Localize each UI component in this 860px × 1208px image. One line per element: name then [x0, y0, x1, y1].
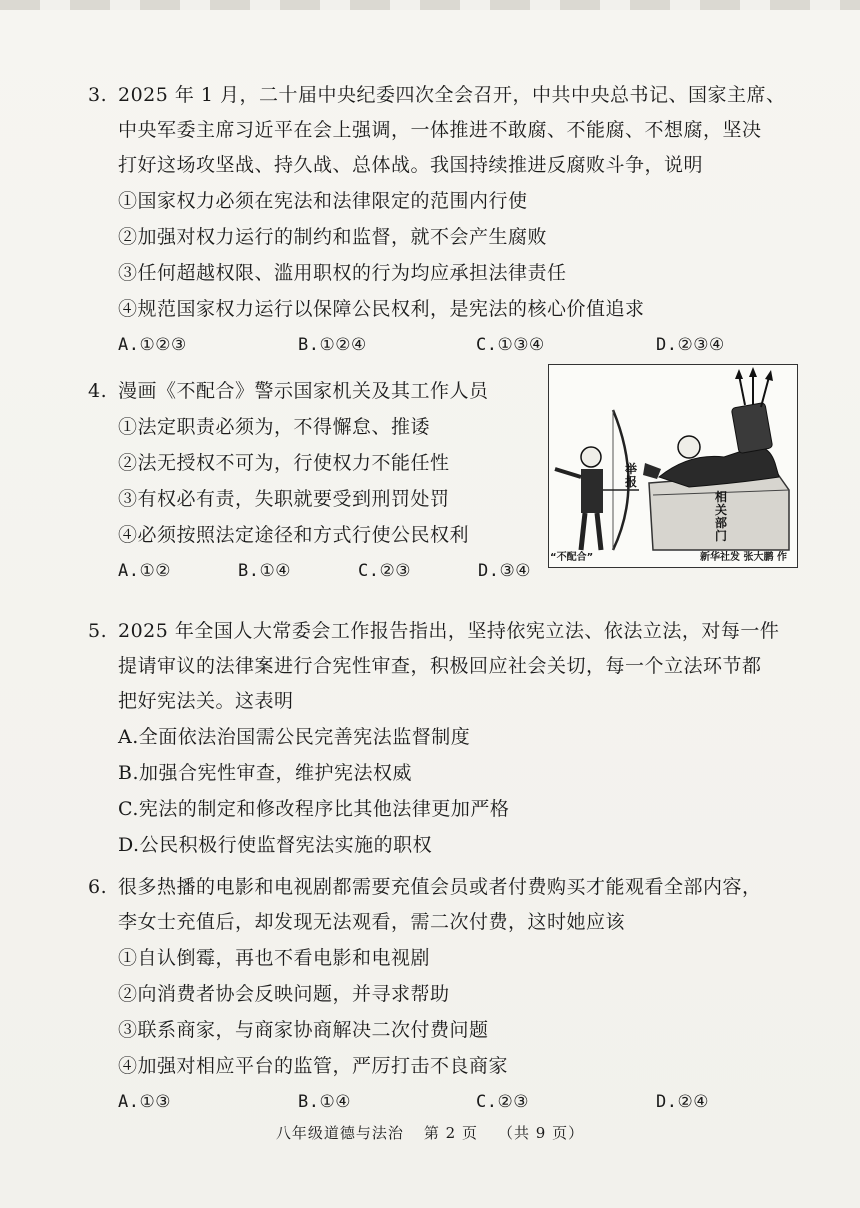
scan-edge — [0, 0, 860, 10]
choice-c[interactable]: C.宪法的制定和修改程序比其他法律更加严格 — [118, 798, 510, 820]
footer-total: （共 9 页） — [498, 1124, 585, 1142]
answer-choices — [118, 327, 808, 363]
choice-a[interactable]: A.①②③ — [118, 335, 187, 355]
choice-b[interactable]: B.①④ — [298, 1092, 351, 1112]
option-statement: ④加强对相应平台的监管，严厉打击不良商家 — [118, 1055, 509, 1077]
choice-b[interactable]: B.①②④ — [298, 335, 367, 355]
stem-line: 中央军委主席习近平在会上强调，一体推进不敢腐、不能腐、不想腐，坚决 — [118, 119, 762, 141]
choice-d[interactable]: D.②④ — [656, 1092, 709, 1112]
choice-b[interactable]: B.加强合宪性审查，维护宪法权威 — [118, 762, 413, 784]
option-statement: ④必须按照法定途径和方式行使公民权利 — [118, 524, 470, 546]
choice-d[interactable]: D.②③④ — [656, 335, 725, 355]
question-6 — [88, 870, 808, 1120]
stem-line: 2025 年 1 月，二十届中央纪委四次全会召开，中共中央总书记、国家主席、 — [118, 84, 786, 106]
footer-subject: 八年级道德与法治 — [275, 1124, 404, 1142]
option-statement: ①法定职责必须为，不得懈怠、推诿 — [118, 416, 431, 438]
stem-line: 漫画《不配合》警示国家机关及其工作人员 — [118, 380, 489, 402]
choice-b[interactable]: B.①④ — [238, 561, 291, 581]
answer-choices — [118, 553, 531, 589]
option-statement: ②法无授权不可为，行使权力不能任性 — [118, 452, 450, 474]
option-statement: ③任何超越权限、滥用职权的行为均应承担法律责任 — [118, 262, 567, 284]
option-statement: ①国家权力必须在宪法和法律限定的范围内行使 — [118, 190, 528, 212]
question-4 — [88, 374, 531, 589]
option-statement: ③联系商家，与商家协商解决二次付费问题 — [118, 1019, 489, 1041]
question-number: 6. — [88, 876, 108, 898]
cartoon-caption-title: “不配合” — [550, 552, 594, 563]
question-number: 3. — [88, 84, 108, 106]
stem-line: 提请审议的法律案进行合宪性审查，积极回应社会关切，每一个立法环节都 — [118, 655, 762, 677]
question-6-stem — [88, 870, 808, 940]
option-statement: ②向消费者协会反映问题，并寻求帮助 — [118, 983, 450, 1005]
stem-line: 打好这场攻坚战、持久战、总体战。我国持续推进反腐败斗争，说明 — [118, 154, 704, 176]
question-number: 5. — [88, 620, 108, 642]
option-statement: ③有权必有责，失职就要受到刑罚处罚 — [118, 488, 450, 510]
page-footer — [0, 1122, 860, 1143]
cartoon-label-report: 举报 — [625, 462, 638, 489]
question-3 — [88, 78, 808, 363]
option-statement: ②加强对权力运行的制约和监督，就不会产生腐败 — [118, 226, 548, 248]
choice-a[interactable]: A.①② — [118, 561, 171, 581]
question-number: 4. — [88, 380, 108, 402]
question-5 — [88, 614, 808, 863]
stem-line: 把好宪法关。这表明 — [118, 690, 294, 712]
question-4-stem — [88, 374, 528, 409]
footer-page: 第 2 页 — [423, 1124, 478, 1142]
cartoon-caption-credit: 新华社发 张大鹏 作 — [700, 552, 787, 563]
question-3-stem — [88, 78, 808, 183]
choice-c[interactable]: C.②③ — [476, 1092, 529, 1112]
question-5-stem — [88, 614, 808, 719]
choice-d[interactable]: D.公民积极行使监督宪法实施的职权 — [118, 834, 433, 856]
option-statement: ①自认倒霉，再也不看电影和电视剧 — [118, 947, 431, 969]
stem-line: 很多热播的电影和电视剧都需要充值会员或者付费购买才能观看全部内容， — [118, 876, 762, 898]
cartoon-image — [548, 364, 798, 568]
cartoon-drawing — [549, 365, 797, 567]
choice-a[interactable]: A.全面依法治国需公民完善宪法监督制度 — [118, 726, 471, 748]
choice-c[interactable]: C.②③ — [358, 561, 411, 581]
choice-a[interactable]: A.①③ — [118, 1092, 171, 1112]
stem-line: 李女士充值后，却发现无法观看，需二次付费，这时她应该 — [118, 911, 626, 933]
cartoon-label-dept: 相关部门 — [715, 490, 728, 543]
choice-c[interactable]: C.①③④ — [476, 335, 545, 355]
answer-choices — [118, 1084, 808, 1120]
stem-line: 2025 年全国人大常委会工作报告指出，坚持依宪立法、依法立法，对每一件 — [118, 620, 780, 642]
option-statement: ④规范国家权力运行以保障公民权利，是宪法的核心价值追求 — [118, 298, 645, 320]
choice-d[interactable]: D.③④ — [478, 561, 531, 581]
